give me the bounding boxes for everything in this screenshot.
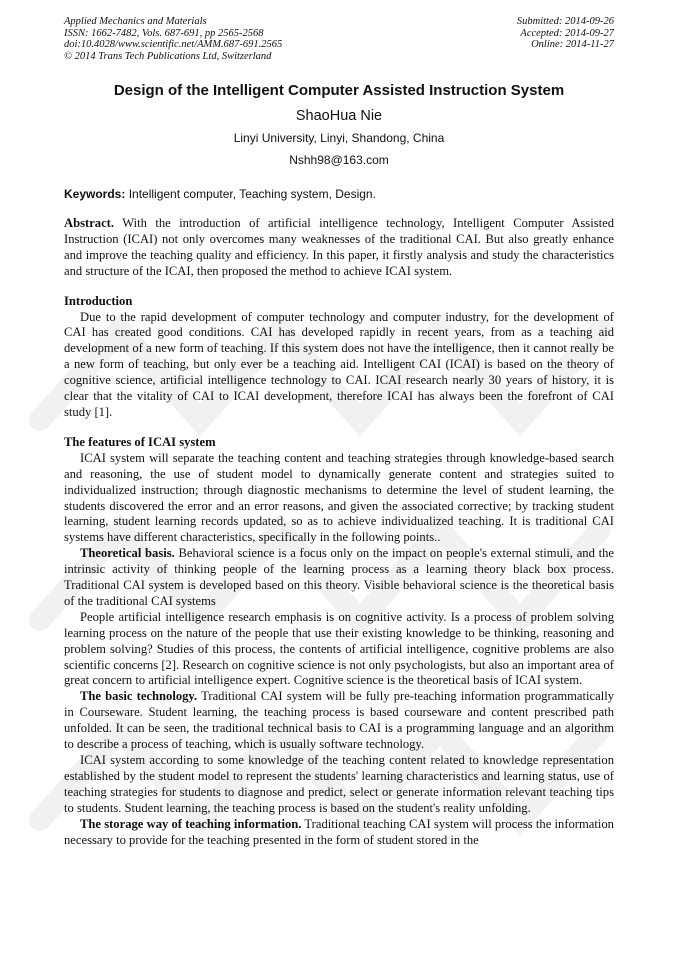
section-heading-features: The features of ICAI system <box>64 434 216 449</box>
abstract-label: Abstract. <box>64 216 115 230</box>
basic-technology-label: The basic technology. <box>80 689 198 704</box>
journal-name: Applied Mechanics and Materials <box>64 16 207 27</box>
storage-way-paragraph <box>64 817 614 849</box>
online-date: Online: 2014-11-27 <box>531 39 614 50</box>
submission-dates <box>517 16 614 51</box>
basic-technology-paragraph <box>64 689 614 753</box>
journal-header <box>64 16 614 64</box>
abstract <box>64 216 614 280</box>
storage-way-label: The storage way of teaching information. <box>80 816 302 831</box>
submitted-date: Submitted: 2014-09-26 <box>516 16 614 27</box>
paper-page <box>64 16 614 848</box>
introduction-paragraph: Due to the rapid development of computer technology and computer industry, for the development of CAI has created good conditions. CAI has developed rapidly in recent years, from as a teaching aid development of a new form of teaching. If this system does not have the intelligence, then it cannot really be a new form of teaching, but only ever be a teaching aid. Intelligent CAI (ICAI) is based on the theory of cognitive science, artificial intelligence technology to CAI. ICAI research nearly 30 years of history, it is clear that the vitality of CAI to ICAI development, therefore ICAI has always been the forefront of CAI study [1]. <box>64 309 614 419</box>
journal-issn: ISSN: 1662-7482, Vols. 687-691, pp 2565-2568 <box>64 27 264 39</box>
accepted-date: Accepted: 2014-09-27 <box>520 27 614 39</box>
section-heading-introduction: Introduction <box>64 293 133 308</box>
theoretical-basis-paragraph <box>64 546 614 610</box>
features-paragraph: ICAI system will separate the teaching content and teaching strategies through knowledge-based search and reasoning, the use of student model to dynamically generate content and strategies suited to individualized instruction; through diagnostic mechanisms to determine the level of student learning, the students discovered the error and an error reasons, and given the associated corrective; by tracking student learning, student learning records updated, so as to achieve individualized teaching. It is traditional CAI systems have different characteristics, specifically in the following points.. <box>64 450 614 545</box>
keywords <box>64 186 614 202</box>
ai-research-paragraph: People artificial intelligence research emphasis is on cognitive activity. Is a process of problem solving learning process on the nature of the people that use their existing knowledge to be thinking, reasoning and problem solving? Studies of this process, the contents of artificial intelligence, cognitive problems are also scientific concerns [2]. Research on cognitive science is not only psychologists, but also an important area of great concern to artificial intelligence expert. Cognitive science is the theoretical basis of ICAI system. <box>64 609 614 688</box>
theoretical-basis-label: Theoretical basis. <box>80 546 175 561</box>
journal-doi: doi:10.4028/www.scientific.net/AMM.687-691.2565 <box>64 39 283 50</box>
journal-copyright: © 2014 Trans Tech Publications Ltd, Switzerland <box>64 50 272 62</box>
author-affiliation: Linyi University, Linyi, Shandong, China <box>233 131 445 145</box>
author-email: Nshh98@163.com <box>289 153 389 167</box>
keywords-label: Keywords: <box>64 187 126 201</box>
journal-info <box>64 16 282 62</box>
keywords-text: Intelligent computer, Teaching system, Design. <box>125 187 376 201</box>
author-name: ShaoHua Nie <box>295 108 383 124</box>
theoretical-basis-text: Behavioral science is a focus only on the impact on people's external stimuli, and the intrinsic activity of thinking people of the learning process as a learning theory black box process. Traditional CAI system is developed based on this theory. Visible behavioral science is the theoretical basis of the traditional CAI systems <box>64 546 614 608</box>
abstract-text: With the introduction of artificial intelligence technology, Intelligent Computer Assisted Instruction (ICAI) not only overcomes many weaknesses of the traditional CAI. But also greatly enhance and improve the teaching quality and efficiency. In this paper, it firstly analysis and study the characteristics and structure of the ICAI, then proposed the method to achieve ICAI system. <box>64 216 614 278</box>
storage-way-text: Traditional teaching CAI system will process the information necessary to provide for the teaching presented in the form of student stored in the <box>64 816 614 847</box>
paper-title: Design of the Intelligent Computer Assisted Instruction System <box>113 82 565 99</box>
basic-technology-text: Traditional CAI system will be fully pre-teaching information programmatically in Courseware. Student learning, the teaching process is based courseware and content prescribed path unfolded. It can be seen, the traditional technical basis to CAI is a programming language and an algorithm to describe a process of teaching, which is usually software technology. <box>64 689 614 752</box>
icai-system-paragraph: ICAI system according to some knowledge of the teaching content related to knowledge representation established by the student model to represent the students' learning characteristics and learning status, use of teaching strategies for students to diagnose and predict, select or generate information relevant teaching tips to students. Student learning, the teaching process is based on the student's reality unfolding. <box>64 753 614 815</box>
